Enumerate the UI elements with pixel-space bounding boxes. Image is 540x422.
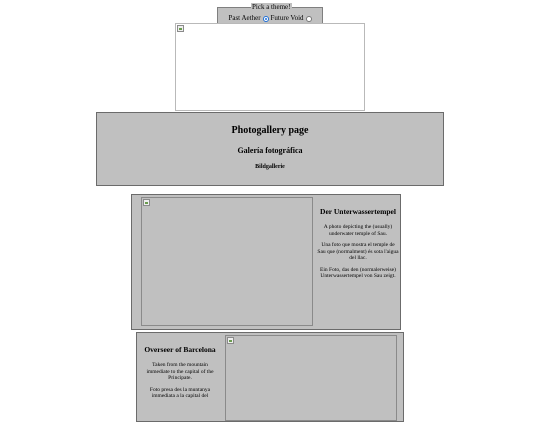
banner-image bbox=[175, 23, 365, 111]
theme-option-future-void-label: Future Void bbox=[270, 14, 304, 22]
gallery-item-text: Foto presa des la muntanya immediata a la capital del bbox=[149, 386, 211, 399]
page-header bbox=[96, 112, 444, 186]
theme-options bbox=[218, 14, 322, 23]
page-title: Photogallery page bbox=[231, 125, 309, 136]
gallery-card bbox=[136, 332, 404, 422]
gallery-item-title: Der Unterwassertempel bbox=[320, 207, 396, 216]
page-subsubtitle: Bildgallerie bbox=[255, 164, 285, 170]
broken-image-icon bbox=[143, 199, 150, 206]
gallery-photo[interactable] bbox=[141, 197, 313, 326]
gallery-item-text: A photo depicting the (usually) underwater temple of Sau. bbox=[323, 224, 393, 237]
theme-radio-future-void[interactable] bbox=[306, 16, 312, 22]
gallery-item-text: Una foto que mostra el temple de Sau que (normalment) és sota l'aigua del llac. bbox=[317, 242, 399, 261]
gallery-caption bbox=[317, 207, 399, 285]
theme-picker-legend: Pick a theme! bbox=[252, 3, 291, 11]
gallery-card bbox=[131, 194, 401, 330]
page-subtitle: Galería fotográfica bbox=[237, 146, 303, 155]
gallery-item-title: Overseer of Barcelona bbox=[144, 345, 216, 354]
gallery-item-text: Taken from the mountain immediate to the capital of the Principate. bbox=[146, 362, 214, 381]
theme-option-past-aether-label: Past Aether bbox=[228, 14, 261, 22]
gallery-item-text: Ein Foto, das den (normalerweise) Unterwassertempel von Sau zeigt. bbox=[320, 266, 396, 279]
theme-radio-past-aether[interactable] bbox=[263, 16, 269, 22]
broken-image-icon bbox=[177, 25, 184, 32]
gallery-photo[interactable] bbox=[225, 335, 397, 421]
gallery-caption bbox=[140, 345, 220, 405]
broken-image-icon bbox=[227, 337, 234, 344]
